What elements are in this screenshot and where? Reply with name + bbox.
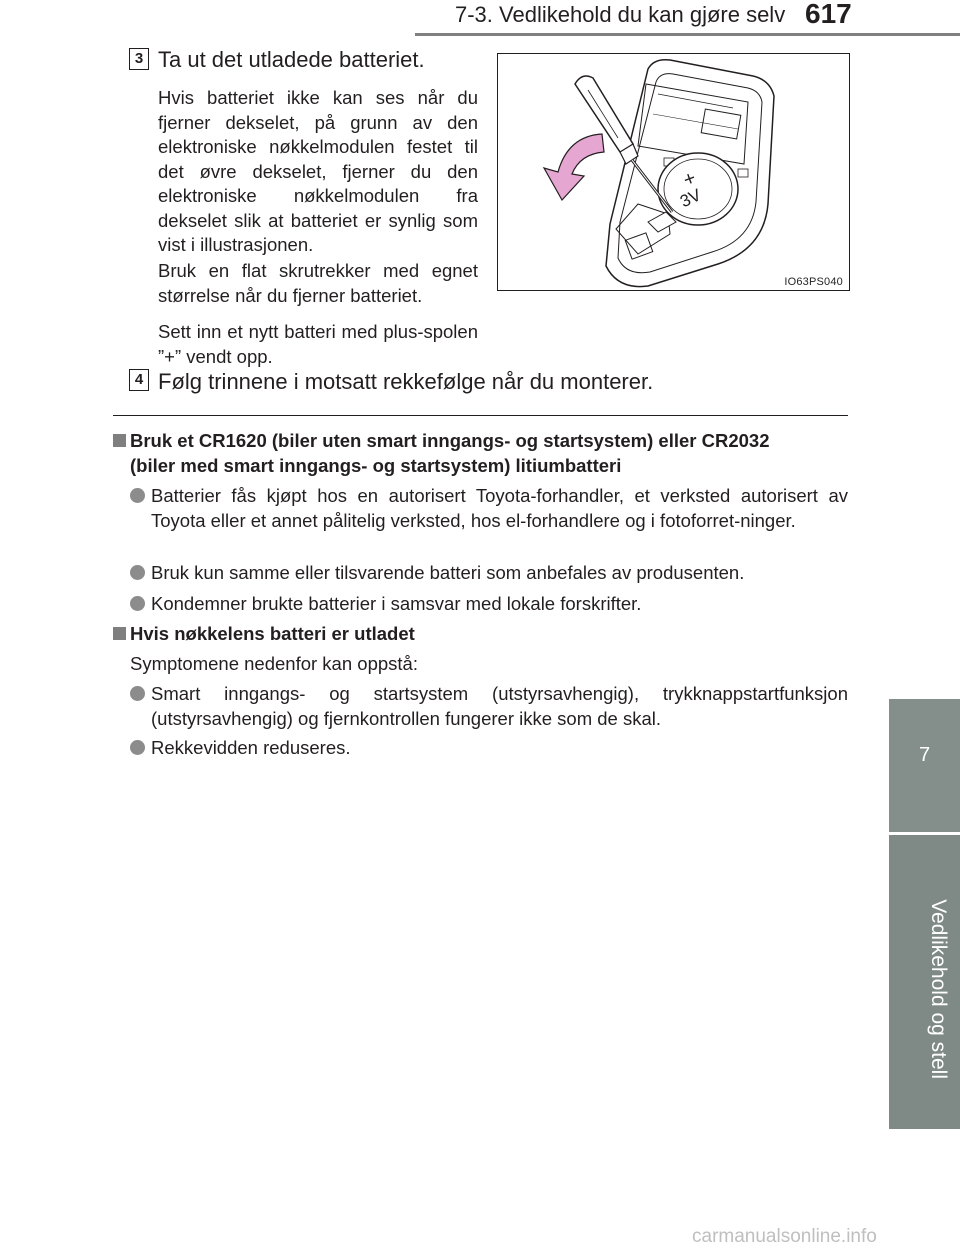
section-1-heading-line-1: Bruk et CR1620 (biler uten smart inngangs- og startsystem) eller CR2032 bbox=[130, 430, 770, 451]
step-3-heading: Ta ut det utladede batteriet. bbox=[158, 47, 425, 72]
rotation-arrow-icon bbox=[544, 134, 604, 200]
section-1-bullet-1 bbox=[130, 483, 848, 533]
running-header-title: 7-3. Vedlikehold du kan gjøre selv bbox=[455, 2, 786, 27]
header-rule bbox=[415, 33, 960, 36]
round-bullet-icon bbox=[130, 686, 145, 701]
chapter-number: 7 bbox=[918, 744, 931, 766]
step-4-heading: Følg trinnene i motsatt rekkefølge når du monterer. bbox=[158, 369, 654, 394]
round-bullet-icon bbox=[130, 488, 145, 503]
round-bullet-icon bbox=[130, 565, 145, 580]
battery-plus-label: + bbox=[680, 167, 699, 192]
page-number: 617 bbox=[805, 0, 852, 29]
chapter-side-tab bbox=[889, 699, 960, 1129]
watermark: carmanualsonline.info bbox=[692, 1226, 877, 1247]
step-3-paragraph-3: Sett inn et nytt batteri med plus-spolen ”+” vendt opp. bbox=[158, 321, 478, 367]
step-3-paragraph-1: Hvis batteriet ikke kan ses når du fjerner dekselet, på grunn av den elektroniske nøkkelmodulen festet til det øvre dekselet, fjerner du den elektroniske nøkkelmodulen fra dekselet slik at batteriet er synlig som vist i illustrasjonen. bbox=[158, 87, 478, 255]
square-bullet-icon bbox=[113, 627, 126, 640]
bullet-text: Bruk kun samme eller tilsvarende batteri som anbefales av produsenten. bbox=[151, 562, 745, 583]
chapter-title-vertical: Vedlikehold og stell bbox=[927, 899, 950, 1079]
section-1-bullet-3 bbox=[130, 591, 848, 616]
section-1-heading bbox=[113, 428, 853, 478]
square-bullet-icon bbox=[113, 434, 126, 447]
step-4-badge: 4 bbox=[129, 369, 149, 391]
round-bullet-icon bbox=[130, 740, 145, 755]
bullet-text: Rekkevidden reduseres. bbox=[151, 737, 351, 758]
bullet-text: Batterier fås kjøpt hos en autorisert Toyota-forhandler, et verksted autorisert av Toyota eller et annet pålitelig verksted, hos el-forhandlere og i fotoforret-ninger. bbox=[151, 485, 848, 531]
key-fob-battery-drawing bbox=[498, 54, 849, 290]
battery-removal-illustration bbox=[497, 53, 850, 291]
section-1-bullet-2 bbox=[130, 560, 848, 585]
section-2-heading-text: Hvis nøkkelens batteri er utladet bbox=[130, 623, 415, 644]
step-3-badge: 3 bbox=[129, 48, 149, 70]
step-3-paragraph-2: Bruk en flat skrutrekker med egnet størrelse når du fjerner batteriet. bbox=[158, 260, 478, 306]
bullet-text: Kondemner brukte batterier i samsvar med lokale forskrifter. bbox=[151, 593, 642, 614]
section-divider bbox=[113, 415, 848, 416]
illustration-code: IO63PS040 bbox=[784, 276, 843, 288]
section-2-heading bbox=[113, 621, 415, 646]
section-2-intro: Symptomene nedenfor kan oppstå: bbox=[130, 653, 418, 674]
bullet-text: Smart inngangs- og startsystem (utstyrsavhengig), trykknappstartfunksjon (utstyrsavhengig) og fjernkontrollen fungerer ikke som de skal. bbox=[151, 683, 848, 729]
battery-voltage-label: 3V bbox=[677, 185, 705, 212]
section-2-bullet-2 bbox=[130, 735, 848, 760]
section-2-bullet-1 bbox=[130, 681, 848, 731]
round-bullet-icon bbox=[130, 596, 145, 611]
section-1-heading-line-2: (biler med smart inngangs- og startsystem) litiumbatteri bbox=[130, 455, 622, 476]
